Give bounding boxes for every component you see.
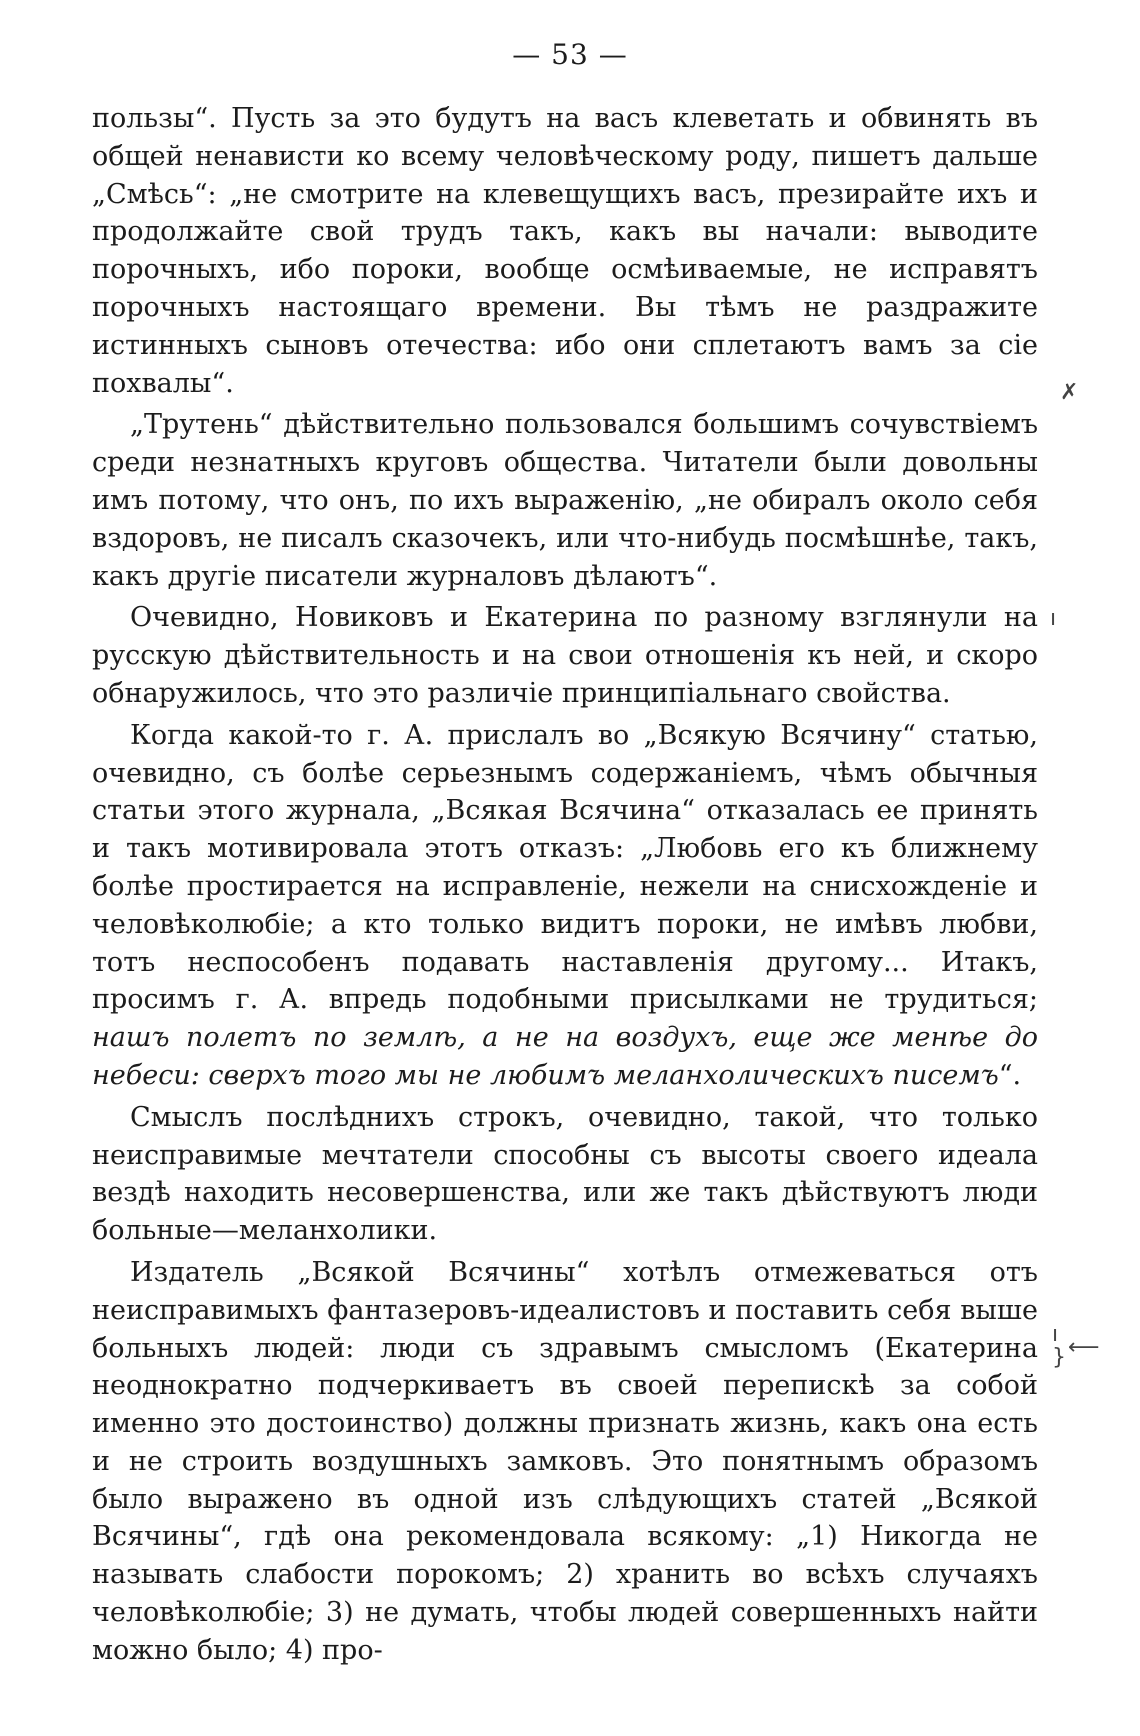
paragraph-4-text: Когда какой-то г. А. прислалъ во „Всякую Всячину“ статью, очевидно, съ болѣе серьезнымъ содержаніемъ, чѣмъ обычныя статьи этого журнала, „Всякая Всячина“ отказалась ее принять и такъ мотивировала этотъ отказъ: „Любовь его къ ближнему болѣе простирается на исправленіе, нежели на снисхожденіе и человѣколюбіе; а кто только видитъ пороки, не имѣвъ любви, тотъ неспособенъ подавать наставленія другому... Итакъ, просимъ г. А. впредь подобными присылками не трудиться; [92,719,1038,1016]
paragraph-4 [92,717,1038,1095]
paragraph-2: „Трутень“ дѣйствительно пользовался большимъ сочувствіемъ среди незнатныхъ круговъ общества. Читатели были довольны имъ потому, что онъ, по ихъ выраженію, „не обиралъ около себя вздоровъ, не писалъ сказочекъ, или что-нибудь посмѣшнѣе, такъ, какъ другіе писатели журналовъ дѣлаютъ“. [92,409,1038,592]
paragraph-5: Смыслъ послѣднихъ строкъ, очевидно, такой, что только неисправимые мечтатели способны съ высоты своего идеала вездѣ находить несовершенства, или же такъ дѣйствуютъ люди больные—меланхолики. [92,1101,1038,1247]
paragraph-4-italic-quote: нашъ полетъ по землѣ, а не на воздухъ, еще же менѣе до небеси: сверхъ того мы не любимъ меланхолическихъ писемъ [92,1022,1038,1091]
margin-arrow-mark: ⟵ [1068,1335,1100,1360]
margin-brace-mark: } [1052,1345,1066,1370]
margin-cross-mark: ✗ [1060,380,1079,405]
page-number: — 53 — [512,38,628,71]
paragraph-1: пользы“. Пусть за это будутъ на васъ клеветать и обвинять въ общей ненависти ко всему человѣческому роду, пишетъ дальше „Смѣсь“: „не смотрите на клевещущихъ васъ, презирайте ихъ и продолжайте свой трудъ такъ, какъ вы начали: выводите порочныхъ, ибо пороки, вообще осмѣиваемые, не исправятъ порочныхъ настоящаго времени. Вы тѣмъ не раздражите истинныхъ сыновъ отечества: ибо они сплетаютъ вамъ за сіе похвалы“. [92,103,1038,399]
margin-line-mark: ı [1052,1322,1059,1347]
body-text [92,100,1038,1670]
paragraph-3: Очевидно, Новиковъ и Екатерина по разному взглянули на русскую дѣйствительность и на свои отношенія къ ней, и скоро обнаружилось, что это различіе принципіальнаго свойства. [92,602,1038,709]
paragraph-4-closing: “. [998,1059,1022,1091]
paragraph-6: Издатель „Всякой Всячины“ хотѣлъ отмежеваться отъ неисправимыхъ фантазеровъ-идеалистовъ и поставить себя выше больныхъ людей: люди съ здравымъ смысломъ (Екатерина неоднократно подчеркиваетъ въ своей перепискѣ за собой именно это достоинство) должны признать жизнь, какъ она есть и не строить воздушныхъ замковъ. Это понятнымъ образомъ было выражено въ одной изъ слѣдующихъ статей „Всякой Всячины“, гдѣ она рекомендовала всякому: „1) Никогда не называть слабости порокомъ; 2) хранить во всѣхъ случаяхъ человѣколюбіе; 3) не думать, чтобы людей совершенныхъ найти можно было; 4) про- [92,1256,1038,1666]
margin-tick-mark: ı [1050,606,1057,631]
